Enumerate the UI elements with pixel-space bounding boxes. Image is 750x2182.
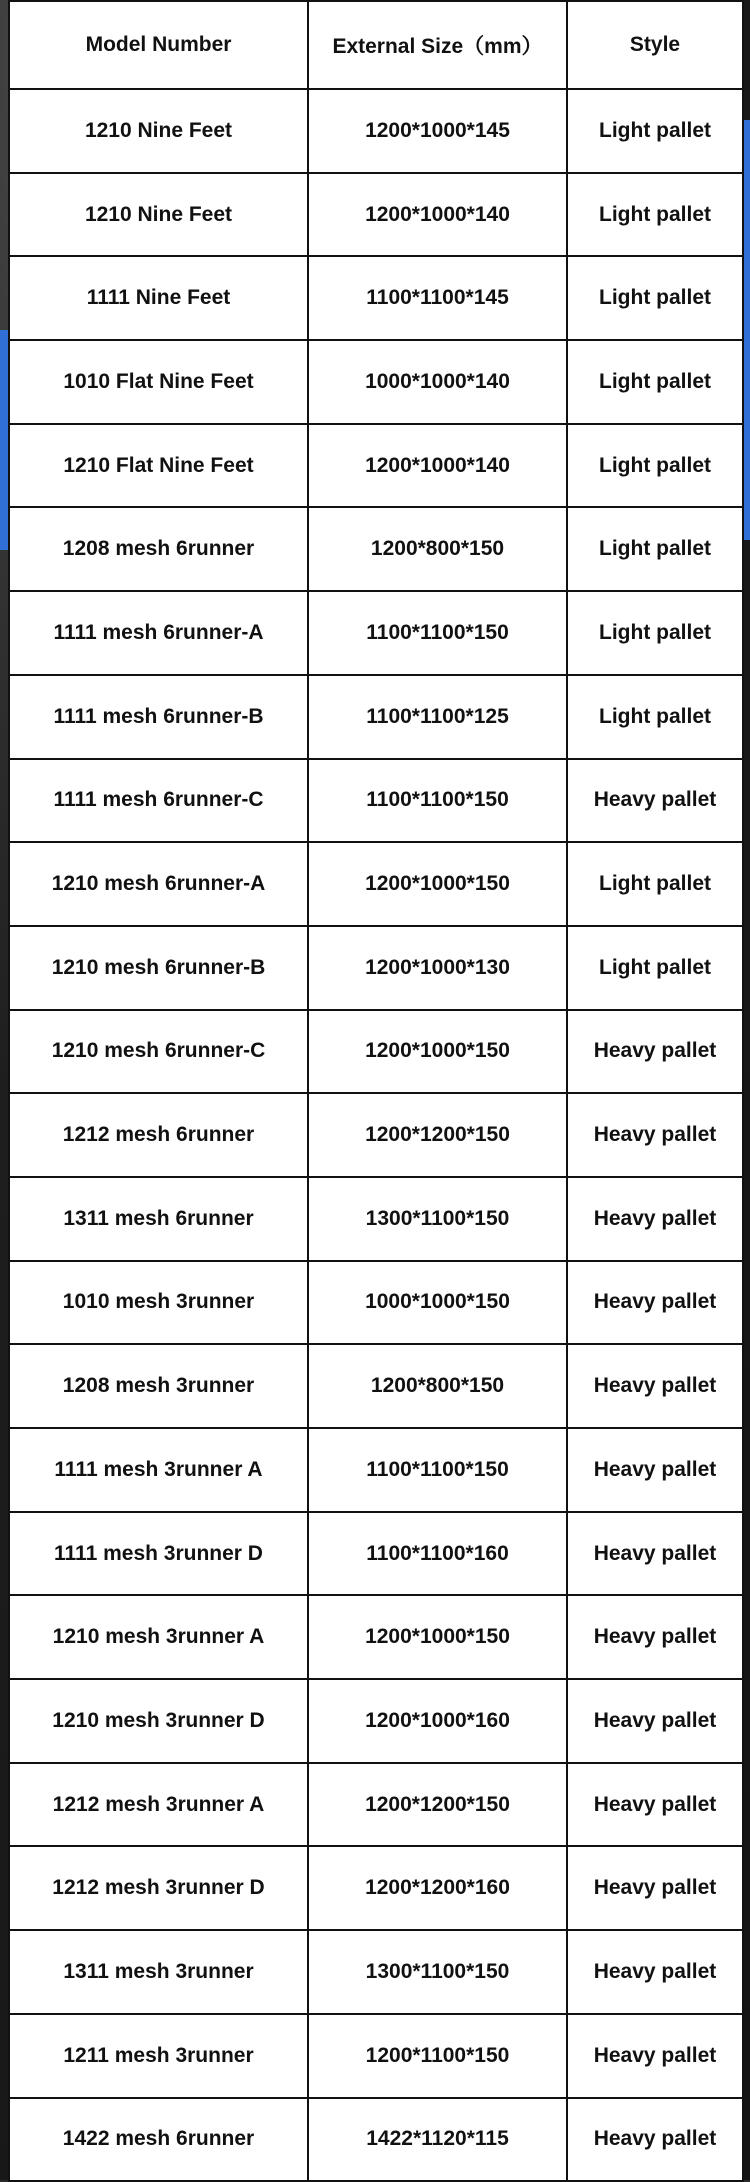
table-row xyxy=(9,1846,743,1930)
table-body xyxy=(9,89,743,2181)
cell-style: Light pallet xyxy=(567,89,743,173)
cell-style: Heavy pallet xyxy=(567,1010,743,1094)
cell-external-size: 1000*1000*150 xyxy=(308,1261,567,1345)
cell-style: Light pallet xyxy=(567,507,743,591)
cell-external-size: 1200*800*150 xyxy=(308,1344,567,1428)
cell-style: Light pallet xyxy=(567,675,743,759)
header-external-size: External Size（mm） xyxy=(308,1,567,89)
cell-style: Heavy pallet xyxy=(567,1344,743,1428)
cell-model-number: 1210 mesh 6runner-A xyxy=(9,842,308,926)
table-row xyxy=(9,2014,743,2098)
cell-style: Heavy pallet xyxy=(567,1512,743,1596)
table-row xyxy=(9,507,743,591)
table-row xyxy=(9,1261,743,1345)
cell-model-number: 1210 mesh 3runner D xyxy=(9,1679,308,1763)
header-model-number: Model Number xyxy=(9,1,308,89)
table-row xyxy=(9,1763,743,1847)
table-row xyxy=(9,340,743,424)
table-row xyxy=(9,1093,743,1177)
cell-external-size: 1200*1000*140 xyxy=(308,424,567,508)
cell-model-number: 1422 mesh 6runner xyxy=(9,2098,308,2182)
cell-model-number: 1210 Nine Feet xyxy=(9,173,308,257)
cell-style: Light pallet xyxy=(567,256,743,340)
table-row xyxy=(9,2098,743,2182)
table-row xyxy=(9,1344,743,1428)
cell-external-size: 1100*1100*125 xyxy=(308,675,567,759)
cell-model-number: 1208 mesh 3runner xyxy=(9,1344,308,1428)
cell-external-size: 1422*1120*115 xyxy=(308,2098,567,2182)
cell-model-number: 1210 Flat Nine Feet xyxy=(9,424,308,508)
cell-model-number: 1111 mesh 3runner A xyxy=(9,1428,308,1512)
table-row xyxy=(9,89,743,173)
cell-external-size: 1100*1100*150 xyxy=(308,759,567,843)
cell-external-size: 1000*1000*140 xyxy=(308,340,567,424)
cell-style: Heavy pallet xyxy=(567,1261,743,1345)
table-row xyxy=(9,1512,743,1596)
cell-style: Heavy pallet xyxy=(567,759,743,843)
cell-external-size: 1300*1100*150 xyxy=(308,1177,567,1261)
table-row xyxy=(9,1595,743,1679)
cell-model-number: 1212 mesh 3runner D xyxy=(9,1846,308,1930)
cell-external-size: 1300*1100*150 xyxy=(308,1930,567,2014)
cell-style: Heavy pallet xyxy=(567,1428,743,1512)
table-row xyxy=(9,926,743,1010)
cell-style: Heavy pallet xyxy=(567,1846,743,1930)
cell-external-size: 1200*800*150 xyxy=(308,507,567,591)
cell-external-size: 1200*1000*150 xyxy=(308,1595,567,1679)
cell-style: Heavy pallet xyxy=(567,1679,743,1763)
cell-style: Light pallet xyxy=(567,842,743,926)
table-row xyxy=(9,256,743,340)
cell-model-number: 1212 mesh 3runner A xyxy=(9,1763,308,1847)
cell-external-size: 1200*1100*150 xyxy=(308,2014,567,2098)
cell-style: Heavy pallet xyxy=(567,1595,743,1679)
cell-style: Light pallet xyxy=(567,424,743,508)
cell-model-number: 1111 mesh 3runner D xyxy=(9,1512,308,1596)
table-row xyxy=(9,1930,743,2014)
cell-model-number: 1311 mesh 6runner xyxy=(9,1177,308,1261)
cell-external-size: 1200*1200*150 xyxy=(308,1093,567,1177)
cell-style: Heavy pallet xyxy=(567,2098,743,2182)
cell-model-number: 1210 Nine Feet xyxy=(9,89,308,173)
cell-style: Heavy pallet xyxy=(567,1763,743,1847)
cell-model-number: 1111 mesh 6runner-C xyxy=(9,759,308,843)
cell-model-number: 1210 mesh 6runner-B xyxy=(9,926,308,1010)
cell-style: Light pallet xyxy=(567,340,743,424)
cell-external-size: 1200*1000*130 xyxy=(308,926,567,1010)
header-style: Style xyxy=(567,1,743,89)
table-row xyxy=(9,842,743,926)
table-row xyxy=(9,1679,743,1763)
table-row xyxy=(9,1428,743,1512)
cell-external-size: 1100*1100*150 xyxy=(308,1428,567,1512)
cell-model-number: 1010 Flat Nine Feet xyxy=(9,340,308,424)
cell-style: Heavy pallet xyxy=(567,1930,743,2014)
cell-style: Heavy pallet xyxy=(567,1093,743,1177)
cell-external-size: 1200*1200*160 xyxy=(308,1846,567,1930)
cell-model-number: 1111 mesh 6runner-A xyxy=(9,591,308,675)
cell-model-number: 1208 mesh 6runner xyxy=(9,507,308,591)
cell-external-size: 1100*1100*160 xyxy=(308,1512,567,1596)
cell-external-size: 1200*1000*160 xyxy=(308,1679,567,1763)
cell-external-size: 1100*1100*145 xyxy=(308,256,567,340)
table-row xyxy=(9,675,743,759)
cell-external-size: 1200*1000*145 xyxy=(308,89,567,173)
table-row xyxy=(9,759,743,843)
cell-model-number: 1311 mesh 3runner xyxy=(9,1930,308,2014)
table-row xyxy=(9,591,743,675)
cell-external-size: 1200*1000*150 xyxy=(308,842,567,926)
pallet-spec-table xyxy=(8,0,744,2182)
header-row xyxy=(9,1,743,89)
cell-style: Light pallet xyxy=(567,173,743,257)
cell-model-number: 1210 mesh 6runner-C xyxy=(9,1010,308,1094)
cell-external-size: 1200*1000*150 xyxy=(308,1010,567,1094)
cell-style: Light pallet xyxy=(567,591,743,675)
cell-style: Heavy pallet xyxy=(567,1177,743,1261)
cell-model-number: 1111 Nine Feet xyxy=(9,256,308,340)
table-row xyxy=(9,424,743,508)
cell-model-number: 1211 mesh 3runner xyxy=(9,2014,308,2098)
table-row xyxy=(9,173,743,257)
cell-model-number: 1010 mesh 3runner xyxy=(9,1261,308,1345)
table-row xyxy=(9,1177,743,1261)
cell-external-size: 1100*1100*150 xyxy=(308,591,567,675)
cell-style: Light pallet xyxy=(567,926,743,1010)
cell-style: Heavy pallet xyxy=(567,2014,743,2098)
cell-model-number: 1111 mesh 6runner-B xyxy=(9,675,308,759)
cell-external-size: 1200*1200*150 xyxy=(308,1763,567,1847)
cell-model-number: 1212 mesh 6runner xyxy=(9,1093,308,1177)
table-row xyxy=(9,1010,743,1094)
cell-model-number: 1210 mesh 3runner A xyxy=(9,1595,308,1679)
cell-external-size: 1200*1000*140 xyxy=(308,173,567,257)
